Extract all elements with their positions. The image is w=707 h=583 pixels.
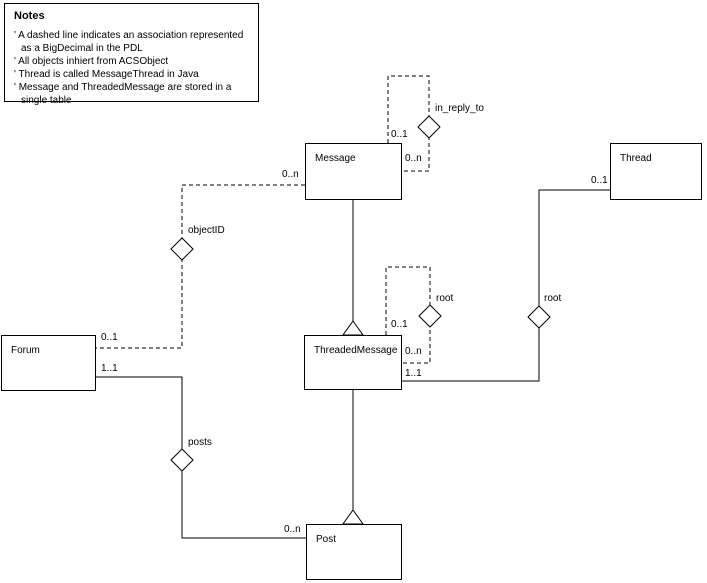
- objectid-diamond-icon: [171, 238, 193, 260]
- in-reply-to-diamond-icon: [418, 116, 440, 138]
- multiplicity-threadedmessage-root-thread: 1..1: [405, 368, 422, 379]
- objectid-association-line: [96, 185, 305, 348]
- root-self-association-label: root: [436, 293, 454, 304]
- notes-title: Notes: [14, 10, 45, 22]
- entity-post-label: Post: [316, 534, 337, 545]
- multiplicity-message-in-reply-to-top: 0..1: [391, 129, 408, 140]
- multiplicity-message-in-reply-to-side: 0..n: [405, 153, 422, 164]
- root-thread-association-line: [402, 190, 610, 381]
- posts-association-label: posts: [188, 437, 212, 448]
- multiplicity-threadedmessage-root-top: 0..1: [391, 319, 408, 330]
- entity-message-label: Message: [315, 153, 356, 164]
- notes-item: ' Thread is called MessageThread in Java: [14, 69, 199, 80]
- bullet-icon: ': [14, 69, 16, 80]
- notes-item: ' A dashed line indicates an association represented as a BigDecimal in the PDL: [14, 30, 244, 54]
- entity-threadedmessage-label: ThreadedMessage: [314, 345, 398, 356]
- multiplicity-message-objectid: 0..n: [282, 169, 299, 180]
- notes-list: [14, 29, 250, 107]
- multiplicity-forum-objectid: 0..1: [101, 332, 118, 343]
- notes-item: ' All objects inhiert from ACSObject: [14, 56, 169, 67]
- entity-forum-label: Forum: [11, 345, 40, 356]
- bullet-icon: ': [14, 30, 16, 41]
- root-thread-association-label: root: [544, 293, 562, 304]
- entity-forum: [1, 335, 96, 391]
- entity-thread-label: Thread: [620, 153, 652, 164]
- entity-message: [305, 143, 402, 200]
- in-reply-to-association-label: in_reply_to: [435, 103, 484, 114]
- generalization-triangle-icon-post: [343, 510, 363, 524]
- entity-post: [306, 524, 402, 580]
- root-thread-diamond-icon: [528, 306, 550, 328]
- multiplicity-post-posts: 0..n: [284, 524, 301, 535]
- entity-thread: [610, 143, 702, 200]
- notes-item: ' Message and ThreadedMessage are stored in a single table: [14, 82, 232, 106]
- multiplicity-thread-root: 0..1: [591, 175, 608, 186]
- posts-association-line: [96, 377, 306, 538]
- root-self-diamond-icon: [419, 305, 441, 327]
- posts-diamond-icon: [171, 449, 193, 471]
- generalization-triangle-icon-threadedmessage: [343, 321, 363, 335]
- multiplicity-forum-posts: 1..1: [101, 363, 118, 374]
- bullet-icon: ': [14, 82, 16, 93]
- notes-box: [4, 3, 259, 106]
- objectid-association-label: objectID: [188, 225, 225, 236]
- multiplicity-threadedmessage-root-side: 0..n: [405, 346, 422, 357]
- bullet-icon: ': [14, 56, 16, 67]
- entity-threadedmessage: [304, 335, 402, 390]
